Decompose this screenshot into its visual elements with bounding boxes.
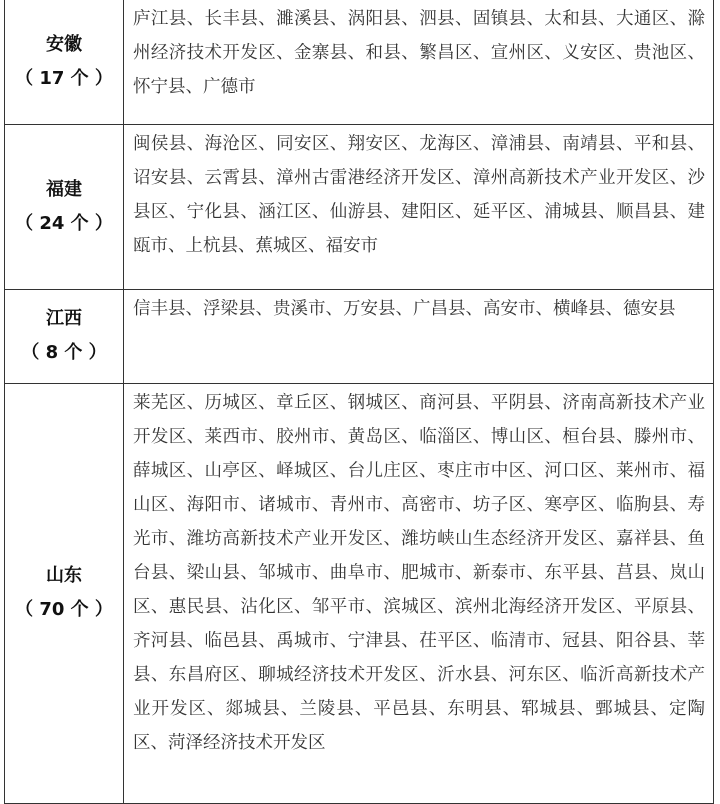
county-list: 信丰县、浮梁县、贵溪市、万安县、广昌县、高安市、横峰县、德安县 xyxy=(124,289,714,383)
province-cell xyxy=(5,124,124,289)
table-row-shandong xyxy=(5,383,714,803)
county-list: 闽侯县、海沧区、同安区、翔安区、龙海区、漳浦县、南靖县、平和县、诏安县、云霄县、漳州古雷港经济开发区、漳州高新技术产业开发区、沙县区、宁化县、涵江区、仙游县、建阳区、延平区、浦城县、顺昌县、建瓯市、上杭县、蕉城区、福安市 xyxy=(124,124,714,289)
county-count: （ 24 个 ） xyxy=(15,212,113,234)
province-cell xyxy=(5,0,124,124)
county-list: 庐江县、长丰县、濉溪县、涡阳县、泗县、固镇县、太和县、大通区、滁州经济技术开发区、金寨县、和县、繁昌区、宣州区、义安区、贵池区、怀宁县、广德市 xyxy=(124,0,714,124)
province-cell xyxy=(5,289,124,383)
province-name: 安徽 xyxy=(46,33,82,55)
county-list: 莱芜区、历城区、章丘区、钢城区、商河县、平阴县、济南高新技术产业开发区、莱西市、胶州市、黄岛区、临淄区、博山区、桓台县、滕州市、薛城区、山亭区、峄城区、台儿庄区、枣庄市中区、河口区、莱州市、福山区、海阳市、诸城市、青州市、高密市、坊子区、寒亭区、临朐县、寿光市、潍坊高新技术产业开发区、潍坊峡山生态经济开发区、嘉祥县、鱼台县、梁山县、邹城市、曲阜市、肥城市、新泰市、东平县、莒县、岚山区、惠民县、沾化区、邹平市、滨城区、滨州北海经济开发区、平原县、齐河县、临邑县、禹城市、宁津县、茌平区、临清市、冠县、阳谷县、莘县、东昌府区、聊城经济技术开发区、沂水县、河东区、临沂高新技术产业开发区、郯城县、兰陵县、平邑县、东明县、郓城县、鄄城县、定陶区、菏泽经济技术开发区 xyxy=(124,383,714,803)
county-count: （ 8 个 ） xyxy=(21,342,107,363)
province-name: 山东 xyxy=(46,565,82,586)
table-row-fujian xyxy=(5,124,714,289)
county-count: （ 70 个 ） xyxy=(15,599,113,620)
province-name: 江西 xyxy=(46,308,82,329)
province-cell xyxy=(5,383,124,803)
table-row-anhui xyxy=(5,0,714,124)
province-county-table xyxy=(4,0,714,804)
county-count: （ 17 个 ） xyxy=(15,67,113,89)
table-row-jiangxi xyxy=(5,289,714,383)
province-name: 福建 xyxy=(46,178,82,200)
